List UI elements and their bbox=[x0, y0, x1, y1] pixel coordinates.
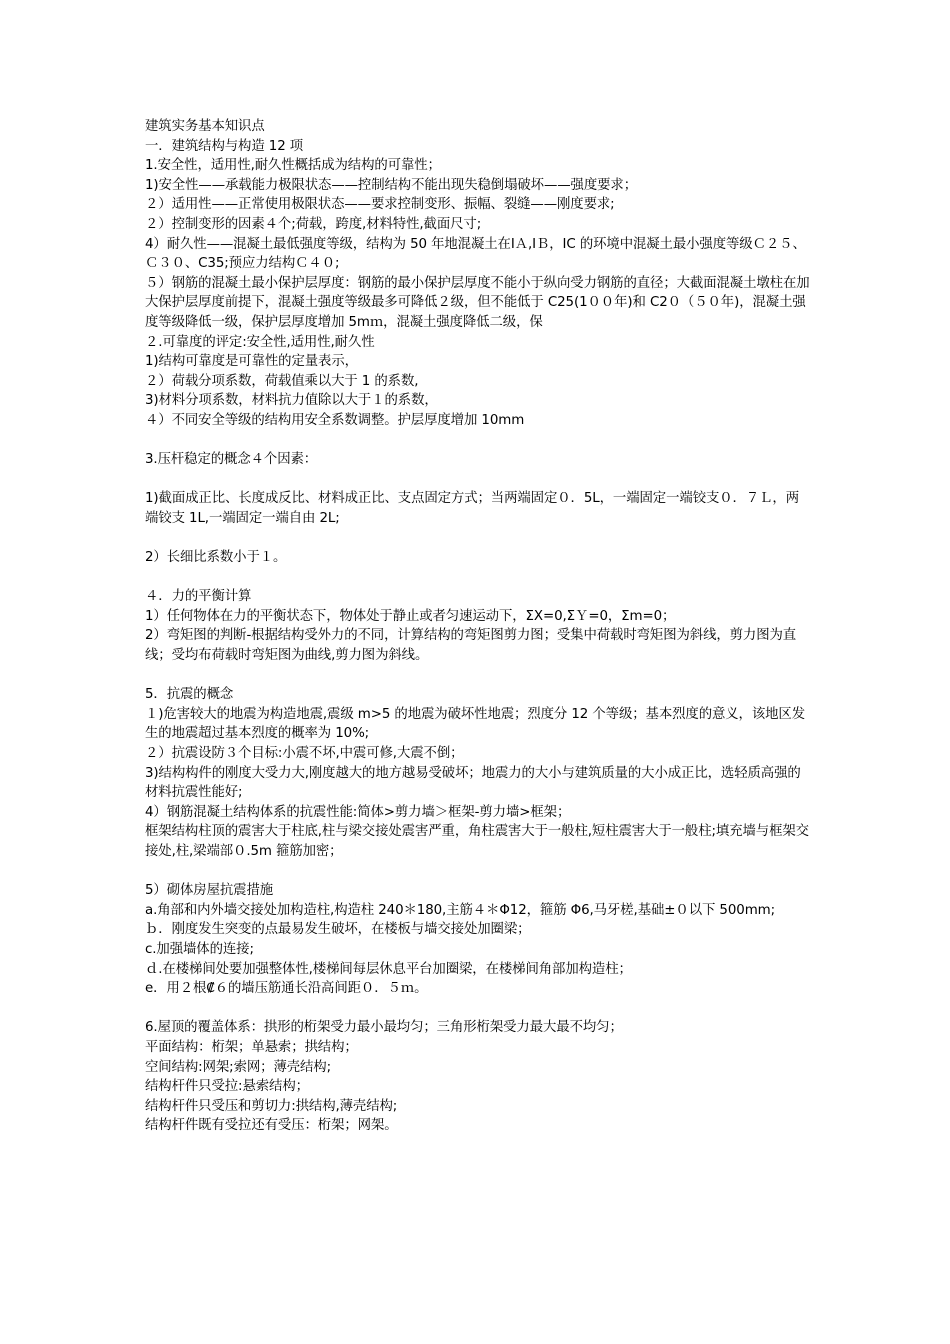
text-line: e．用２根₡６的墙压筋通长沿高间距０．５ｍ。 bbox=[145, 981, 428, 997]
text-line: 1）任何物体在力的平衡状态下，物体处于静止或者匀速运动下，ΣX=0,ΣＹ=0，Σm=0； bbox=[145, 608, 676, 624]
text-line: 结构杆件只受拉:悬索结构； bbox=[145, 1079, 309, 1095]
blank-line bbox=[145, 470, 810, 490]
text-line: 2）弯矩图的判断-根据结构受外力的不同，计算结构的弯矩图剪力图；受集中荷载时弯矩图为斜线，剪力图为直线；受均布荷载时弯矩图为曲线,剪力图为斜线。 bbox=[145, 628, 797, 664]
text-line: 2）长细比系数小于１。 bbox=[145, 550, 287, 566]
text-line: ２）控制变形的因素４个;荷载，跨度,材料特性,截面尺寸; bbox=[145, 216, 482, 232]
text-line: 框架结构柱顶的震害大于柱底,柱与梁交接处震害严重，角柱震害大于一般柱,短柱震害大于一般柱;填充墙与框架交接处,柱,梁端部０.5m 箍筋加密； bbox=[145, 824, 809, 859]
document-title: 建筑实务基本知识点 bbox=[145, 119, 265, 134]
text-line: ５）钢筋的混凝土最小保护层厚度：钢筋的最小保护层厚度不能小于纵向受力钢筋的直径；大截面混凝土墩柱在加大保护层厚度前提下，混凝土强度等级最多可降低２级，但不能低于 C25(1００年)和 C2０（５０年)，混凝土强度等级降低一级，保护层厚度增加 5mｍ，混凝土强度降低二级，保 bbox=[145, 275, 810, 330]
blank-line bbox=[145, 999, 810, 1019]
text-line: 4）耐久性——混凝土最低强度等级，结构为 50 年地混凝土在ⅠＡ,ⅠＢ，IC 的环境中混凝土最小强度等级Ｃ２５、Ｃ３０、C35;预应力结构Ｃ４０; bbox=[145, 236, 806, 272]
blank-line bbox=[145, 666, 810, 686]
text-line: 结构杆件只受压和剪切力:拱结构,薄壳结构; bbox=[145, 1098, 398, 1114]
text-line: ｄ.在楼梯间处要加强整体性,楼梯间每层休息平台加圈梁，在楼梯间角部加构造柱； bbox=[145, 961, 632, 977]
text-line: 1.安全性，适用性,耐久性概括成为结构的可靠性； bbox=[145, 158, 441, 174]
text-line: ２）适用性——正常使用极限状态——要求控制变形、振幅、裂缝——刚度要求; bbox=[145, 197, 615, 213]
text-line: ２）抗震设防３个目标:小震不坏,中震可修,大震不倒； bbox=[145, 746, 464, 761]
blank-line bbox=[145, 568, 810, 588]
text-line: ２.可靠度的评定:安全性,适用性,耐久性 bbox=[145, 334, 375, 350]
text-line: 1)截面成正比、长度成反比、材料成正比、支点固定方式；当两端固定０．5L，一端固定一端铰支０．７Ｌ，两端铰支 1L,一端固定一端自由 2L; bbox=[145, 491, 799, 526]
blank-line bbox=[145, 862, 810, 882]
text-line: 6.屋顶的覆盖体系：拱形的桁架受力最小最均匀；三角形桁架受力最大最不均匀； bbox=[145, 1020, 623, 1036]
text-line: 3.压杆稳定的概念４个因素： bbox=[145, 452, 318, 468]
text-line: 1)安全性——承载能力极限状态——控制结构不能出现失稳倒塌破坏——强度要求； bbox=[145, 177, 638, 193]
text-line: 4）钢筋混凝土结构体系的抗震性能:简体>剪力墙＞框架-剪力墙>框架； bbox=[145, 804, 571, 820]
text-line: c.加强墙体的连接; bbox=[145, 941, 254, 957]
text-line: 1)结构可靠度是可靠性的定量表示， bbox=[145, 354, 358, 370]
text-line: ４．力的平衡计算 bbox=[145, 589, 252, 605]
blank-line bbox=[145, 528, 810, 548]
text-line: a.角部和内外墙交接处加构造柱,构造柱 240＊180,主筋４＊Φ12，箍筋 Φ6,马牙槎,基础±０以下 500mm; bbox=[145, 902, 775, 918]
blank-line bbox=[145, 431, 810, 451]
text-line: 5）砌体房屋抗震措施 bbox=[145, 883, 274, 899]
text-line: ２）荷载分项系数，荷载值乘以大于 1 的系数, bbox=[145, 373, 419, 389]
document-page bbox=[145, 117, 810, 1136]
text-line: 5．抗震的概念 bbox=[145, 687, 234, 703]
text-line: 平面结构：桁架；单悬索；拱结构； bbox=[145, 1039, 358, 1055]
text-line: 空间结构:网架;索网；薄壳结构; bbox=[145, 1059, 332, 1075]
text-line: 3)结构构件的刚度大受力大,刚度越大的地方越易受破坏；地震力的大小与建筑质量的大小成正比，选轻质高强的材料抗震性能好; bbox=[145, 765, 801, 801]
text-line: 一．建筑结构与构造 12 项 bbox=[145, 138, 304, 154]
text-line: ４）不同安全等级的结构用安全系数调整。护层厚度增加 10mm bbox=[145, 412, 525, 428]
text-line: 3)材料分项系数，材料抗力值除以大于１的系数， bbox=[145, 393, 438, 409]
text-line: １)危害较大的地震为构造地震,震级 m>5 的地震为破坏性地震；烈度分 12 个等级；基本烈度的意义，该地区发生的地震超过基本烈度的概率为 10%; bbox=[145, 706, 806, 742]
text-line: 结构杆件既有受拉还有受压：桁架；网架。 bbox=[145, 1118, 398, 1134]
text-line: ｂ．刚度发生突变的点最易发生破坏，在楼板与墙交接处加圈梁； bbox=[145, 922, 531, 938]
